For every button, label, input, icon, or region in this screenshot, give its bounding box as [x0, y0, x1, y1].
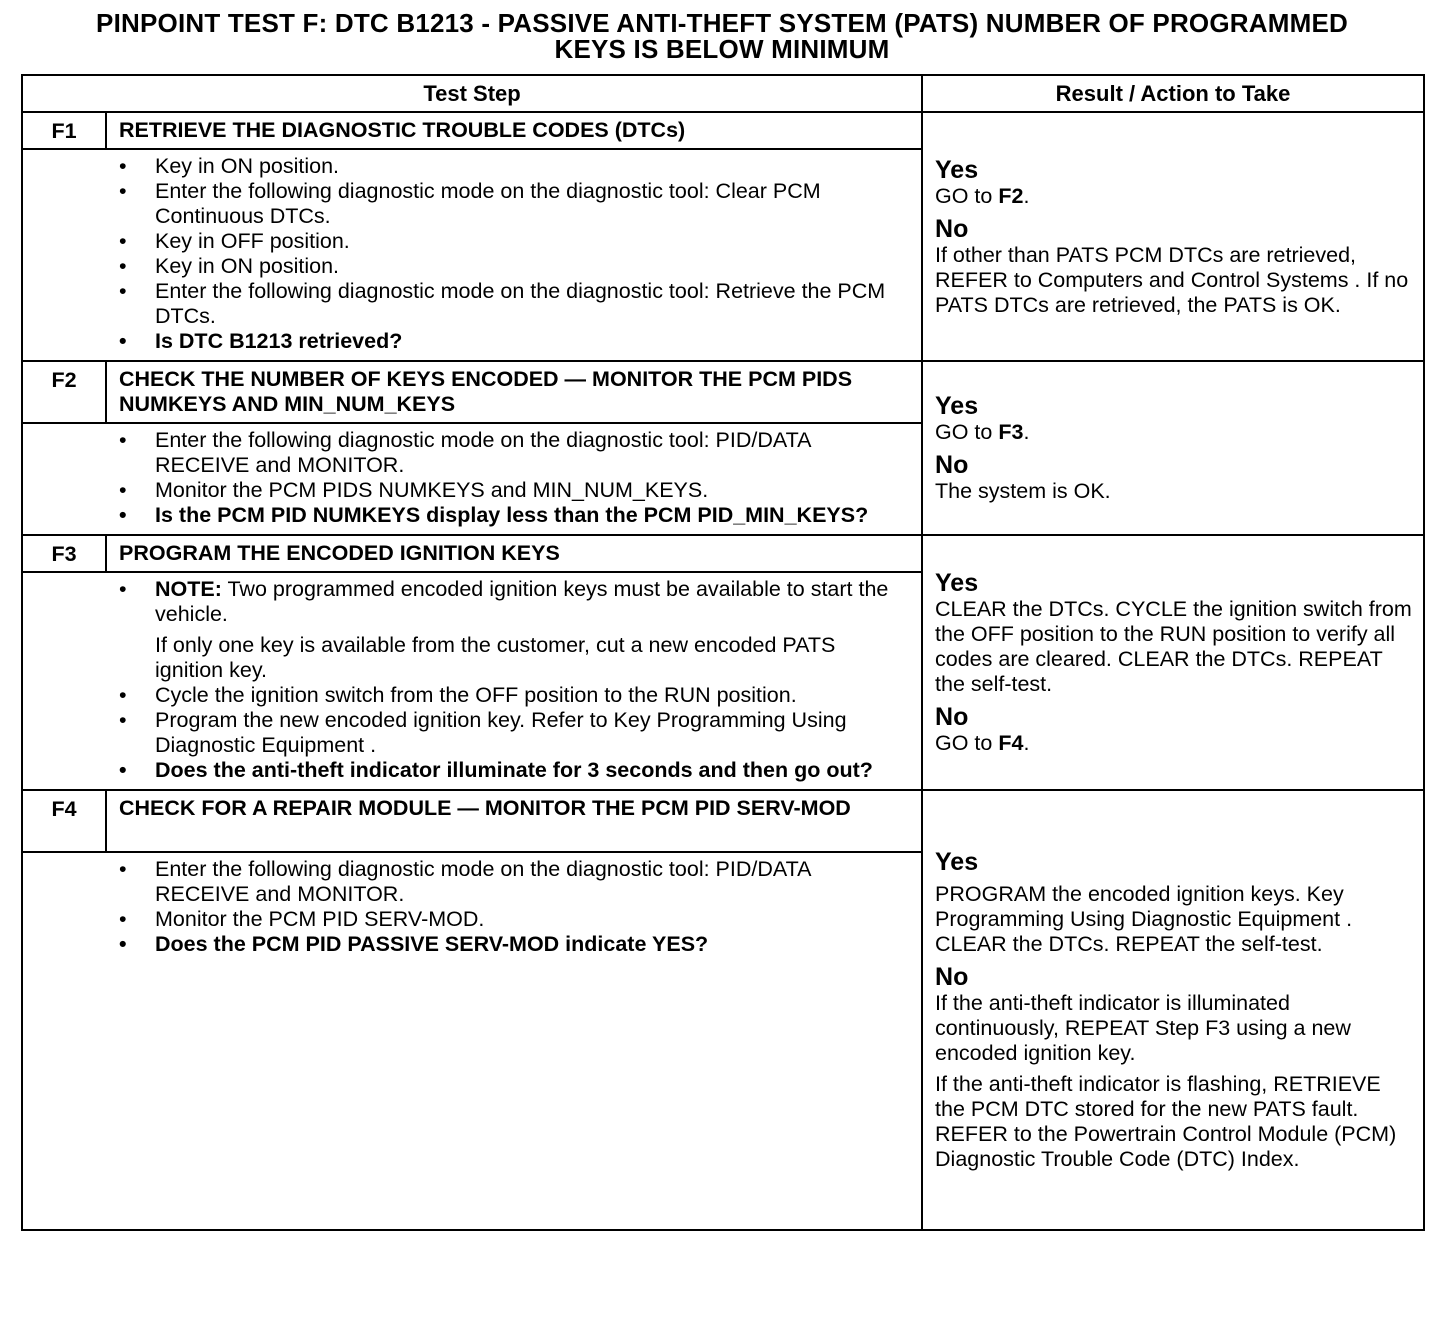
step-f1-heading: RETRIEVE THE DIAGNOSTIC TROUBLE CODES (DTCs): [106, 112, 922, 149]
list-item: • Enter the following diagnostic mode on the diagnostic tool: PID/DATA RECEIVE and MONITOR.: [155, 428, 901, 478]
step-f4-number: F4: [22, 790, 106, 852]
list-item: • Key in OFF position.: [155, 229, 901, 254]
step-f1-no-label: No: [935, 214, 969, 243]
step-f4-yes-label: Yes: [935, 848, 979, 876]
pinpoint-test-table: [21, 74, 1425, 1231]
step-f4-yes-text: PROGRAM the encoded ignition keys. Key Programming Using Diagnostic Equipment . CLEAR the DTCs. REPEAT the self-test.: [935, 882, 1353, 956]
step-f1-number: F1: [22, 112, 106, 149]
list-item: • Key in ON position.: [155, 254, 901, 279]
step-f3-note-followup: If only one key is available from the customer, cut a new encoded PATS ignition key.: [155, 633, 836, 682]
step-f2-heading: CHECK THE NUMBER OF KEYS ENCODED — MONITOR THE PCM PIDS NUMKEYS AND MIN_NUM_KEYS: [106, 361, 922, 423]
list-item: • Enter the following diagnostic mode on the diagnostic tool: PID/DATA RECEIVE and MONITOR.: [155, 857, 901, 907]
list-item: • Enter the following diagnostic mode on the diagnostic tool: Clear PCM Continuous DTCs.: [155, 179, 901, 229]
column-header-result: Result / Action to Take: [922, 75, 1424, 112]
table-header-row: [22, 75, 1424, 112]
list-item: • Monitor the PCM PID SERV-MOD.: [155, 907, 901, 932]
step-f3-heading: PROGRAM THE ENCODED IGNITION KEYS: [106, 535, 922, 572]
step-f3-heading-row: [22, 535, 1424, 572]
step-f3-no-label: No: [935, 703, 969, 731]
step-f1-result: [922, 112, 1424, 361]
step-f3-instructions: [22, 572, 922, 790]
step-f4-heading: CHECK FOR A REPAIR MODULE — MONITOR THE PCM PID SERV-MOD: [106, 790, 922, 852]
step-f3-yes-text: CLEAR the DTCs. CYCLE the ignition switch from the OFF position to the RUN position to verify all codes are cleared. CLEAR the DTCs. REPEAT the self-test.: [935, 597, 1412, 696]
step-f2-yes-label: Yes: [935, 392, 979, 420]
step-f3-yes-label: Yes: [935, 569, 979, 597]
step-f4-question: • Does the PCM PID PASSIVE SERV-MOD indicate YES?: [155, 932, 901, 957]
note-label: NOTE:: [155, 577, 222, 601]
step-f2-heading-row: [22, 361, 1424, 423]
list-item: • Program the new encoded ignition key. Refer to Key Programming Using Diagnostic Equipment .: [155, 708, 901, 758]
step-f1-yes-text: GO to F2.: [935, 183, 1030, 208]
title-line-2: KEYS IS BELOW MINIMUM: [554, 34, 890, 64]
list-item: • Enter the following diagnostic mode on the diagnostic tool: Retrieve the PCM DTCs.: [155, 279, 901, 329]
list-item: • Key in ON position.: [155, 154, 901, 179]
step-f4-instructions: [22, 852, 922, 1230]
column-header-test-step: Test Step: [22, 75, 922, 112]
step-f1-heading-row: [22, 112, 1424, 149]
step-f4-no-text-2: If the anti-theft indicator is flashing, RETRIEVE the PCM DTC stored for the new PATS fault. REFER to the Powertrain Control Module (PCM) Diagnostic Trouble Code (DTC) Index.: [935, 1072, 1397, 1171]
step-f1-no-text: If other than PATS PCM DTCs are retrieved, REFER to Computers and Control Systems . If no PATS DTCs are retrieved, the PATS is OK.: [935, 242, 1409, 317]
step-f2-no-text: The system is OK.: [935, 479, 1111, 503]
step-f4-heading-row: [22, 790, 1424, 852]
step-f2-instructions: [22, 423, 922, 535]
step-f3-no-text: GO to F4.: [935, 731, 1030, 755]
step-f2-result: [922, 361, 1424, 535]
step-f2-number: F2: [22, 361, 106, 423]
note-text: Two programmed encoded ignition keys must be available to start the vehicle.: [155, 577, 889, 626]
step-f3-question: • Does the anti-theft indicator illuminate for 3 seconds and then go out?: [155, 758, 901, 783]
step-f3-result: [922, 535, 1424, 790]
step-f4-result: [922, 790, 1424, 1230]
list-item: • Monitor the PCM PIDS NUMKEYS and MIN_NUM_KEYS.: [155, 478, 901, 503]
step-f2-question: • Is the PCM PID NUMKEYS display less than the PCM PID_MIN_KEYS?: [155, 503, 901, 528]
list-item: • Cycle the ignition switch from the OFF position to the RUN position.: [155, 683, 901, 708]
step-f3-number: F3: [22, 535, 106, 572]
step-f2-yes-text: GO to F3.: [935, 420, 1030, 444]
step-f4-no-text-1: If the anti-theft indicator is illuminated continuously, REPEAT Step F3 using a new encoded ignition key.: [935, 991, 1351, 1065]
step-f2-no-label: No: [935, 451, 969, 479]
step-f1-question: • Is DTC B1213 retrieved?: [155, 329, 901, 354]
step-f1-yes-label: Yes: [935, 155, 979, 184]
step-f4-no-label: No: [935, 963, 969, 991]
title-line-1: PINPOINT TEST F: DTC B1213 - PASSIVE ANTI-THEFT SYSTEM (PATS) NUMBER OF PROGRAMMED: [96, 8, 1348, 38]
page-title: [0, 10, 1444, 62]
step-f3-note: [155, 577, 901, 683]
step-f1-instructions: [22, 149, 922, 361]
